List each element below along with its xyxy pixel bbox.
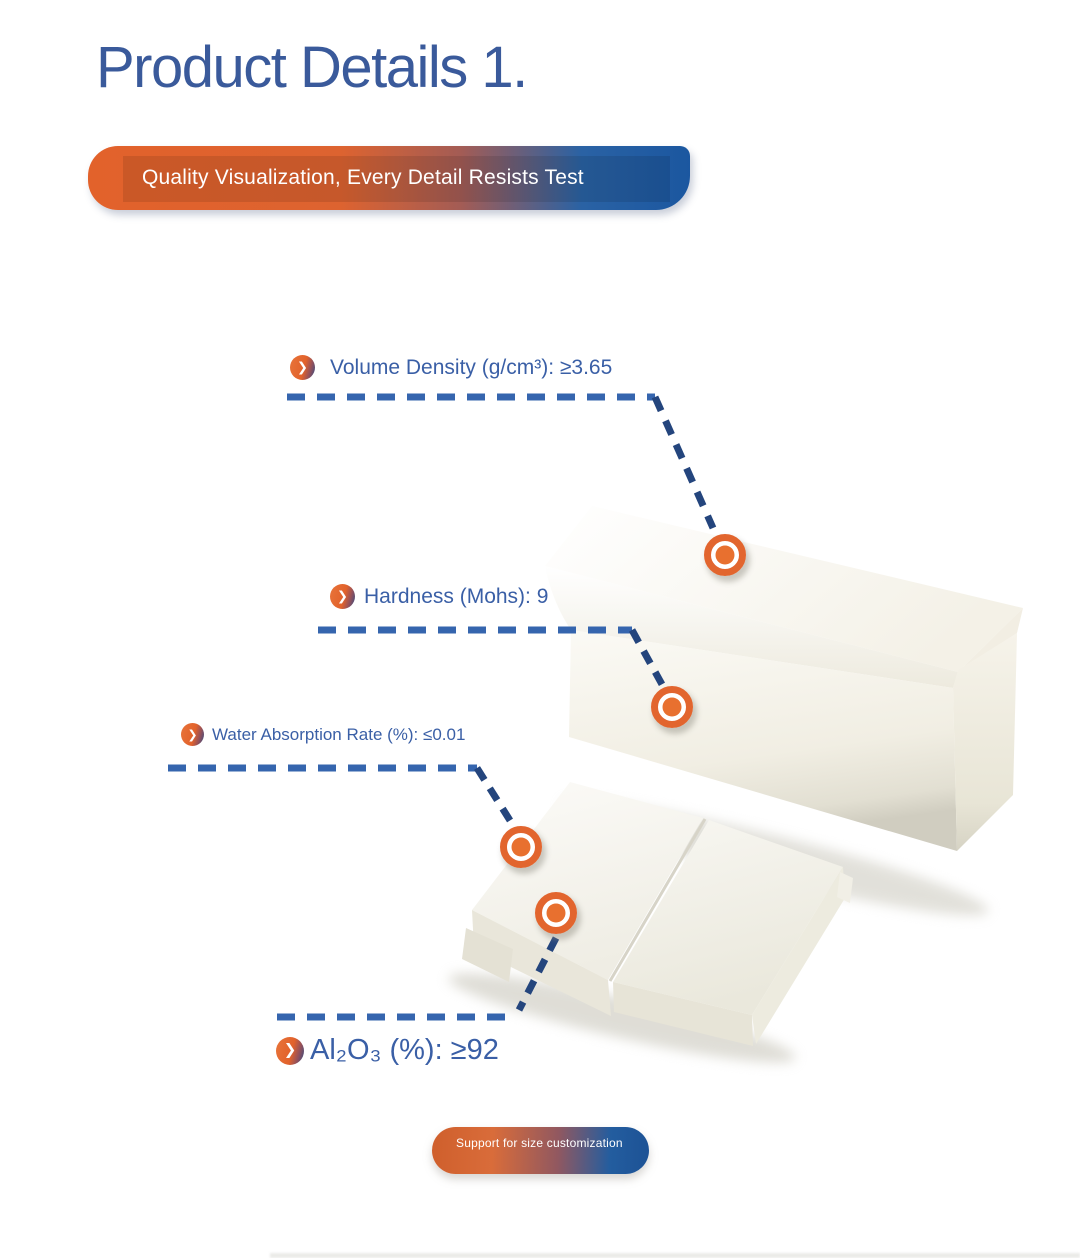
- chevron-glyph: ❯: [297, 359, 308, 375]
- spec-label: Water Absorption Rate (%): ≤0.01: [212, 724, 466, 744]
- spec-label: Volume Density (g/cm³): ≥3.65: [330, 355, 613, 379]
- chevron-right-icon: [181, 723, 204, 746]
- chevron-glyph: ❯: [187, 727, 198, 741]
- chevron-right-icon: [290, 355, 315, 380]
- spec-al2o3: [276, 1034, 499, 1067]
- callout-line-water-absorption-diagonal: [477, 768, 511, 822]
- callout-line-volume-density-diagonal: [655, 397, 713, 528]
- spec-water-absorption: [181, 723, 465, 746]
- pill-label: Support for size customization: [456, 1136, 623, 1150]
- spec-volume-density: [290, 355, 612, 380]
- chevron-glyph: ❯: [283, 1041, 297, 1059]
- chevron-right-icon: [330, 584, 355, 609]
- chevron-glyph: ❯: [337, 588, 348, 604]
- chevron-right-icon: [276, 1037, 304, 1065]
- next-section-edge: [270, 1253, 1080, 1258]
- banner-label: Quality Visualization, Every Detail Resists Test: [142, 166, 584, 189]
- spec-label: Al₂O₃ (%): ≥92: [310, 1034, 499, 1066]
- page-title: Product Details 1.: [96, 35, 527, 100]
- size-customization-pill: [432, 1127, 649, 1174]
- spec-hardness: [330, 584, 548, 609]
- spec-label: Hardness (Mohs): 9: [364, 584, 549, 608]
